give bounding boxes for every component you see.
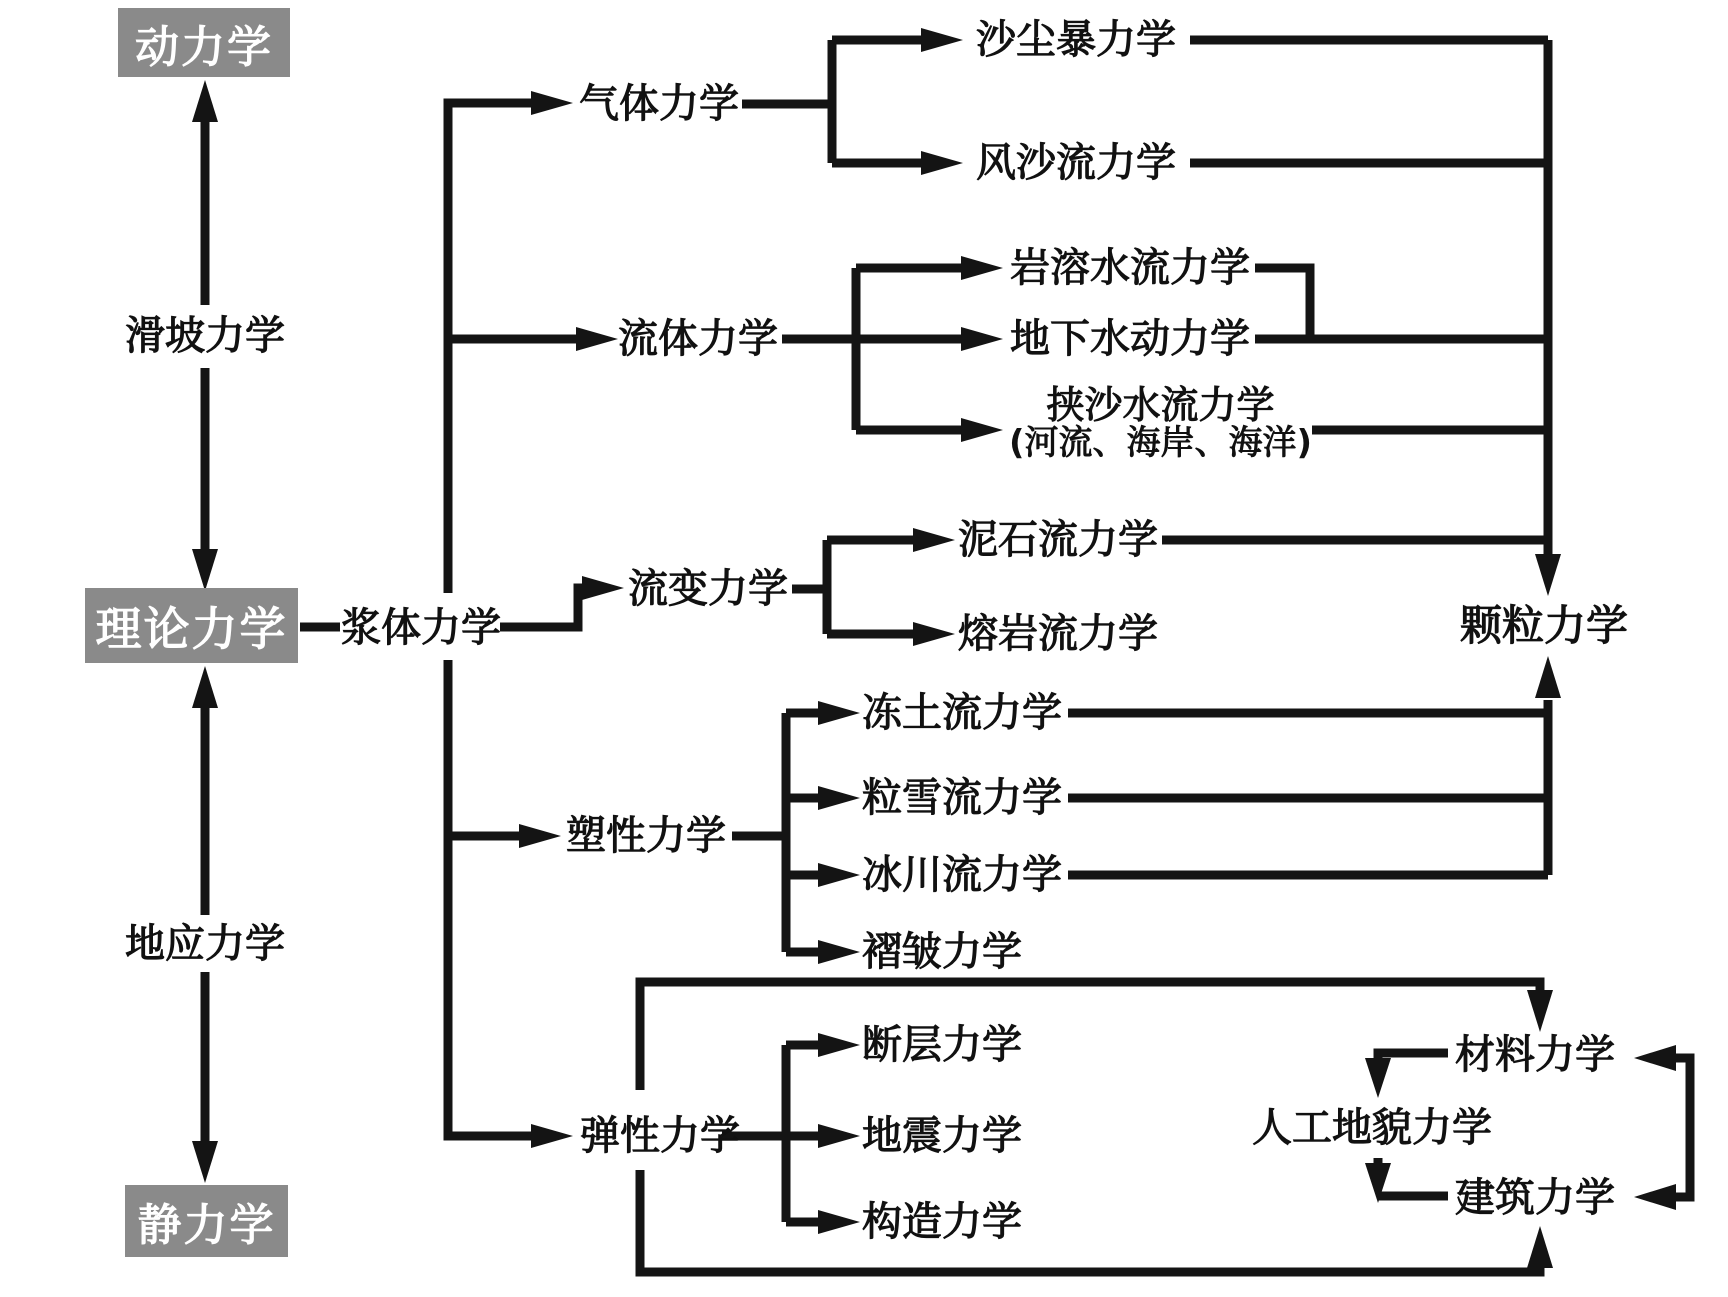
arrowhead-into-sediment (961, 418, 1003, 442)
arrowhead-into-architecture-bottom (1527, 1226, 1553, 1268)
arrowhead-into-granular-bottom (1535, 656, 1561, 698)
edge-elastic-bracket-bottom (640, 1170, 1540, 1272)
arrowhead-into-architecture-right (1634, 1184, 1676, 1210)
arrowhead-into-rheology (582, 576, 624, 600)
arrowhead-into-tectonic (818, 1210, 860, 1234)
node-elastic: 弹性力学 (580, 1113, 740, 1159)
edge-gas-split (742, 40, 935, 163)
node-frozen: 冻土流力学 (862, 690, 1062, 736)
node-fold: 褶皱力学 (862, 929, 1022, 975)
node-granular: 颗粒力学 (1460, 600, 1629, 650)
node-sandstorm: 沙尘暴力学 (976, 17, 1176, 63)
node-glacier: 冰川流力学 (862, 852, 1062, 898)
edge-slurry-rheology-step (500, 588, 596, 627)
node-statics: 静力学 (125, 1185, 288, 1257)
arrowhead-into-theoretical-top (192, 549, 218, 591)
arrowhead-into-fault (818, 1033, 860, 1057)
arrowhead-into-plastic (519, 824, 561, 848)
node-artificial: 人工地貌力学 (1252, 1105, 1492, 1151)
node-theoretical: 理论力学 (85, 588, 298, 663)
node-dynamics: 动力学 (118, 8, 290, 77)
node-sediment (1008, 382, 1313, 466)
arrowhead-into-firn (818, 786, 860, 810)
node-slurry: 浆体力学 (341, 605, 501, 651)
arrowhead-into-granular-top (1535, 554, 1561, 596)
arrowhead-into-material-right (1634, 1045, 1676, 1071)
edge-trunk-upper (448, 103, 545, 593)
arrowhead-into-artificial (1365, 1058, 1391, 1098)
arrowhead-into-lava (913, 622, 955, 646)
arrowhead-into-statics (192, 1141, 218, 1183)
arrowhead-into-debris (913, 528, 955, 552)
node-fault: 断层力学 (862, 1022, 1022, 1068)
node-fluid: 流体力学 (618, 316, 778, 362)
edge-elastic-bracket-top (640, 982, 1540, 1090)
node-gas: 气体力学 (579, 81, 739, 127)
arrowhead-into-sandstorm (921, 28, 963, 52)
edge-plastic-split (732, 713, 832, 952)
node-material: 材料力学 (1455, 1032, 1615, 1078)
edge-rheology-split (792, 540, 927, 634)
node-karst: 岩溶水流力学 (1010, 245, 1250, 291)
node-lava: 熔岩流力学 (958, 611, 1158, 657)
arrowhead-into-elastic (531, 1124, 573, 1148)
arrowhead-into-dynamics (192, 80, 218, 122)
arrowhead-into-gas (531, 91, 573, 115)
arrowhead-into-glacier (818, 863, 860, 887)
arrowhead-into-groundwater (961, 327, 1003, 351)
node-geostress: 地应力学 (125, 921, 285, 967)
node-sediment-sublabel: (河流、海岸、海洋) (1008, 423, 1313, 464)
arrowhead-into-earthquake (818, 1124, 860, 1148)
arrowhead-into-karst (961, 256, 1003, 280)
arrowhead-into-fold (818, 940, 860, 964)
node-landslide: 滑坡力学 (125, 313, 285, 359)
node-groundwater: 地下水动力学 (1010, 316, 1250, 362)
node-rheology: 流变力学 (628, 566, 788, 612)
node-firn: 粒雪流力学 (862, 775, 1062, 821)
edge-material-architecture-bracket (1662, 1058, 1690, 1197)
node-debris: 泥石流力学 (958, 517, 1158, 563)
arrowhead-into-material-top (1527, 990, 1553, 1032)
arrowhead-into-fluid (576, 327, 618, 351)
node-earthquake: 地震力学 (862, 1113, 1022, 1159)
node-architecture: 建筑力学 (1455, 1175, 1615, 1221)
node-plastic: 塑性力学 (566, 813, 726, 859)
arrowhead-into-frozen (818, 701, 860, 725)
node-windsand: 风沙流力学 (976, 140, 1176, 186)
edge-trunk-lower (448, 660, 545, 1136)
arrowhead-into-windsand (921, 151, 963, 175)
node-sediment-label: 挟沙水流力学 (1046, 383, 1275, 428)
arrowhead-into-theoretical-bottom (192, 666, 218, 708)
edge-fluid-split (782, 268, 975, 430)
node-tectonic: 构造力学 (862, 1199, 1022, 1245)
edge-karst-corner (1255, 268, 1310, 339)
